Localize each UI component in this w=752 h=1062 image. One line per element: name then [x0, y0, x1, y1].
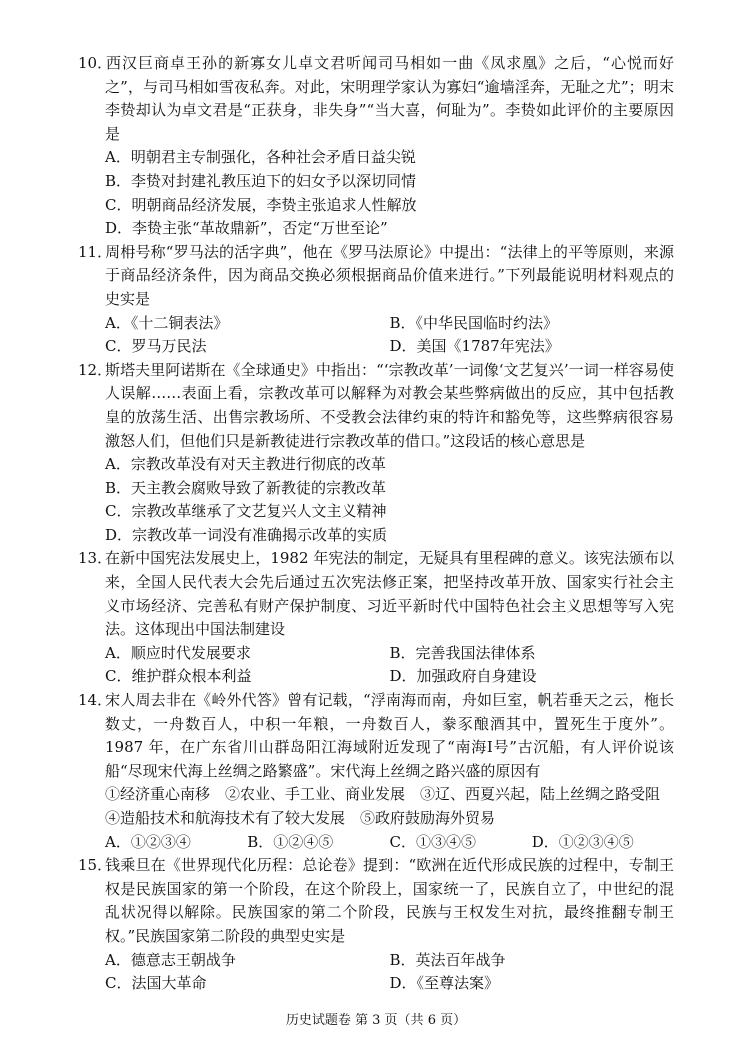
- option-a: A．《十二铜表法》: [105, 313, 229, 332]
- question-text: 周枏号称“罗马法的活字典”，他在《罗马法原论》中提出：“法律上的平等原则，来源于商品经济条件，因为商品交换必须根据商品价值来进行。”下列最能说明材料观点的史实是: [105, 242, 674, 308]
- choice-list-line: ④造船技术和航海技术有了较大发展 ⑤政府鼓励海外贸易: [105, 809, 496, 827]
- option-list: [78, 831, 674, 855]
- question-stem: [78, 547, 674, 641]
- option-a: A．①②③④: [105, 832, 191, 851]
- option-list: [78, 642, 674, 689]
- option-d: D．《至尊法案》: [389, 974, 500, 993]
- option-c: C．维护群众根本利益: [105, 667, 252, 686]
- option-d: D．美国《1787年宪法》: [389, 337, 560, 356]
- option-c: C．罗马万民法: [105, 337, 207, 356]
- option-d: D．宗教改革一词没有准确揭示改革的实质: [105, 525, 388, 544]
- option-d: D．加强政府自身建设: [389, 667, 537, 686]
- option-c: C．明朝商品经济发展，李贽主张追求人性解放: [105, 195, 417, 214]
- option-b: B．英法百年战争: [389, 950, 506, 969]
- option-c: C．①③④⑤: [389, 832, 476, 851]
- option-list: [78, 312, 674, 359]
- option-list: [78, 949, 674, 996]
- question-14: [78, 689, 674, 854]
- question-12: [78, 359, 674, 548]
- question-stem: [78, 52, 674, 146]
- option-list: [78, 146, 674, 240]
- page-footer: 历史试题卷 第 3 页（共 6 页）: [285, 1013, 467, 1028]
- option-b: B．天主教会腐败导致了新教徒的宗教改革: [105, 478, 387, 497]
- question-text: 钱乘旦在《世界现代化历程：总论卷》提到：“欧洲在近代形成民族的过程中，专制王权是民族国家的第一个阶段，在这个阶段上，国家统一了，民族自立了，中世纪的混乱状况得以解除。民族国家的第二个阶段，民族与王权发生对抗，最终推翻专制王权。”民族国家第二阶段的典型史实是: [105, 856, 674, 945]
- question-stem: [78, 241, 674, 312]
- question-10: [78, 52, 674, 241]
- option-b: B．李贽对封建礼教压迫下的妇女予以深切同情: [105, 171, 417, 190]
- option-a: A．明朝君主专制强化，各种社会矛盾日益尖锐: [105, 148, 416, 167]
- option-d: D．李贽主张“革故鼎新”，否定“万世至论”: [105, 219, 388, 238]
- question-text: 宋人周去非在《岭外代答》曾有记载，“浮南海而南，舟如巨室，帆若垂天之云，柂长数丈，一舟数百人，中积一年粮，一舟数百人，豢豕酿酒其中，置死生于度外”。1987 年，在广东省川山群岛阳江海域附近发现了“南海Ⅰ号”古沉船，有人评价说该船“尽现宋代海上丝绸之路繁盛”。宋代海上丝绸之路兴盛的原因有: [105, 691, 674, 780]
- option-d: D．①②③④⑤: [531, 832, 634, 851]
- question-text: 西汉巨商卓王孙的新寡女儿卓文君听闻司马相如一曲《凤求凰》之后，“心悦而好之”，与司马相如雪夜私奔。对此，宋明理学家认为寡妇“逾墙淫奔，无耻之尤”；明末李贽却认为卓文君是“正获身，非失身”“当大喜，何耻为”。李贽如此评价的主要原因是: [105, 54, 674, 143]
- question-stem: [78, 854, 674, 948]
- question-text: 在新中国宪法发展史上，1982 年宪法的制定，无疑具有里程碑的意义。该宪法颁布以来，全国人民代表大会先后通过五次宪法修正案，把坚持改革开放、国家实行社会主义市场经济、完善私有财产保护制度、习近平新时代中国特色社会主义思想等写入宪法。这体现出中国法制建设: [105, 549, 674, 639]
- option-b: B．完善我国法律体系: [389, 643, 536, 662]
- option-a: A．宗教改革没有对天主教进行彻底的改革: [105, 455, 386, 474]
- question-number: 15．: [78, 856, 113, 875]
- option-c: C．宗教改革继承了文艺复兴人文主义精神: [105, 502, 387, 521]
- choice-list-line: ①经济重心南移 ②农业、手工业、商业发展 ③辽、西夏兴起，陆上丝绸之路受阻: [105, 785, 661, 804]
- question-15: [78, 854, 674, 996]
- option-a: A．顺应时代发展要求: [105, 643, 251, 662]
- option-list: [78, 453, 674, 547]
- question-number: 14．: [78, 691, 113, 710]
- question-number: 13．: [78, 549, 113, 568]
- question-number: 10．: [78, 54, 113, 72]
- question-stem: [78, 689, 674, 783]
- question-11: [78, 241, 674, 359]
- question-list: [78, 52, 674, 996]
- question-number: 12．: [78, 360, 113, 379]
- question-number: 11．: [78, 242, 113, 261]
- option-c: C．法国大革命: [105, 974, 207, 993]
- question-text: 斯塔夫里阿诺斯在《全球通史》中指出：“‘宗教改革’一词像‘文艺复兴’一词一样容易使人误解……表面上看，宗教改革可以解释为对教会某些弊病做出的反应，其中包括教皇的放荡生活、出售宗教场所、不受教会法律约束的特许和豁免等，这些弊病很容易激怒人们，但他们只是新教徒进行宗教改革的借口。”这段话的核心意思是: [105, 360, 674, 450]
- question-13: [78, 547, 674, 689]
- option-b: B．①②④⑤: [247, 832, 334, 851]
- option-b: B．《中华民国临时约法》: [389, 313, 559, 332]
- question-stem: [78, 359, 674, 453]
- option-a: A．德意志王朝战争: [105, 950, 236, 969]
